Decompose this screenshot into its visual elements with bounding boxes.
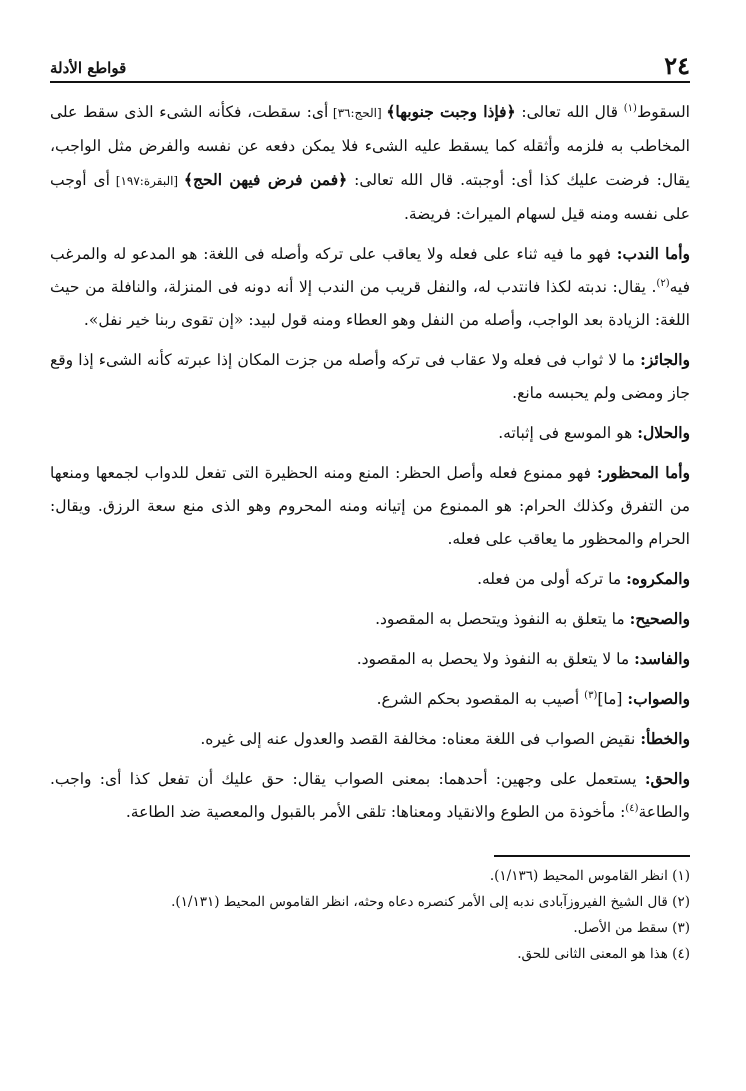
footnote-2: (٢) قال الشيخ الفيروزآبادى ندبه إلى الأمر كنصره دعاه وحثه، انظر القاموس المحيط (١/١٣١). bbox=[171, 894, 690, 910]
text: ما تركه أولى من فعله. bbox=[477, 570, 627, 588]
paragraph-sawab bbox=[50, 682, 690, 716]
term: والجائز: bbox=[640, 350, 690, 369]
paragraph-nadb bbox=[50, 237, 690, 337]
footnote-4: (٤) هذا هو المعنى الثانى للحق. bbox=[517, 946, 690, 962]
verse-reference: [البقرة:١٩٧] bbox=[109, 174, 184, 188]
quran-verse: ﴿فمن فرض فيهن الحج﴾ bbox=[183, 170, 348, 189]
page-number: ٢٤ bbox=[664, 51, 690, 80]
text: هو الموسع فى إثباته. bbox=[498, 424, 638, 442]
quran-verse: ﴿فإذا وجبت جنوبها﴾ bbox=[386, 102, 516, 121]
footnote-ref-4: (٤) bbox=[625, 802, 639, 814]
text: أصيب به المقصود بحكم الشرع. bbox=[376, 690, 585, 708]
footnote-divider bbox=[494, 855, 690, 857]
text: فهو ما فيه ثناء على فعله ولا يعاقب على تركه وأصله فى اللغة: هو المدعو له والمرغب فيه bbox=[50, 245, 690, 296]
text: ما لا يتعلق به النفوذ ولا يحصل به المقصود. bbox=[356, 650, 635, 668]
term: والحق: bbox=[644, 769, 690, 788]
paragraph-fasid bbox=[50, 642, 690, 676]
term: والحلال: bbox=[637, 423, 690, 442]
paragraph-makruh bbox=[50, 562, 690, 596]
footnote-ref-2: (٢) bbox=[656, 277, 670, 289]
text: قال الله تعالى: bbox=[515, 103, 624, 121]
paragraph-khata bbox=[50, 722, 690, 756]
verse-reference: [الحج:٣٦] bbox=[328, 106, 387, 120]
paragraph-fard bbox=[50, 95, 690, 231]
text: نقيض الصواب فى اللغة معناه: مخالفة القصد والعدول عنه إلى غيره. bbox=[200, 730, 641, 748]
text: ما يتعلق به النفوذ ويتحصل به المقصود. bbox=[375, 610, 630, 628]
text: السقوط bbox=[636, 103, 690, 121]
footnotes bbox=[50, 863, 690, 967]
term: والصحيح: bbox=[629, 609, 690, 628]
text: . يقال: ندبته لكذا فانتدب له، والنفل قريب من الندب إلا أنه دونه فى المنزلة، والنافلة من حيث اللغة: الزيادة بعد الواجب، وأصله من النفل وهو العطاء ومنه قول لبيد: «إن تقوى ربنا خير نفل». bbox=[50, 278, 690, 329]
paragraph-halal bbox=[50, 416, 690, 450]
text: يستعمل على وجهين: أحدهما: بمعنى الصواب يقال: حق عليك أن تفعل كذا أى: واجب. والطاعة bbox=[50, 770, 690, 821]
term: والصواب: bbox=[627, 689, 690, 708]
book-page bbox=[50, 48, 690, 967]
paragraph-jaiz bbox=[50, 343, 690, 410]
footnote-3: (٣) سقط من الأصل. bbox=[573, 920, 690, 936]
text: أى: سقطت، فكأنه الشىء الذى سقط على المخاطب به فلزمه وأثقله كما يسقط عليه الشىء فلا يمكن دفعه عن نفسه والفرض مثل الواجب، يقال: فرضت عليك كذا أى: أوجبته. قال الله تعالى: bbox=[50, 103, 690, 189]
paragraph-mahzur bbox=[50, 456, 690, 556]
text: : مأخوذة من الطوع والانقياد ومعناها: تلقى الأمر بالقبول والمعصية ضد الطاعة. bbox=[125, 803, 626, 821]
text: أى أوجب على نفسه ومنه قيل لسهام الميراث: فريضة. bbox=[50, 171, 690, 223]
footnote-ref-1: (١) bbox=[623, 102, 637, 114]
term: والمكروه: bbox=[626, 569, 690, 588]
running-head bbox=[50, 48, 690, 83]
main-text bbox=[50, 95, 690, 829]
term: والخطأ: bbox=[640, 729, 690, 748]
text: [ما] bbox=[597, 690, 628, 708]
book-title: قواطع الأدلة bbox=[50, 59, 127, 77]
footnote-1: (١) انظر القاموس المحيط (١/١٣٦). bbox=[489, 868, 690, 884]
text: فهو ممنوع فعله وأصل الحظر: المنع ومنه الحظيرة التى تفعل للدواب لجمعها ومنعها من التفرق وكذلك الحرام: هو الممنوع من إتيانه ومنه المحروم وهو الذى منع سعة الرزق. ويقال: الحرام والمحظور ما يعاقب على فعله. bbox=[50, 464, 690, 548]
term: وأما المحظور: bbox=[596, 463, 691, 482]
paragraph-sahih bbox=[50, 602, 690, 636]
term: والفاسد: bbox=[634, 649, 690, 668]
paragraph-haqq bbox=[50, 762, 690, 829]
term: وأما الندب: bbox=[616, 244, 690, 263]
text: ما لا ثواب فى فعله ولا عقاب فى تركه وأصله من جزت المكان إذا عبرته كأنه الشىء إذا وقع جاز ومضى ولم يحبسه مانع. bbox=[50, 351, 690, 402]
footnote-ref-3: (٣) bbox=[584, 689, 598, 701]
